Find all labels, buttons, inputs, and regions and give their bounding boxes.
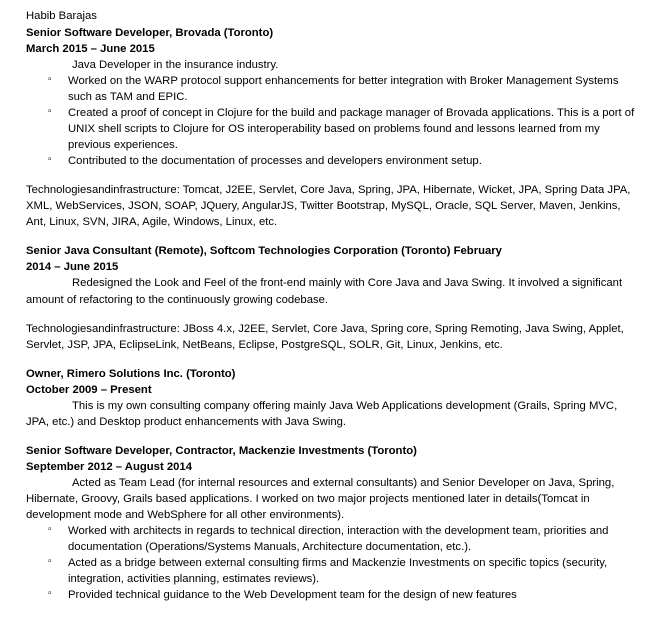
job-intro: Redesigned the Look and Feel of the front-end mainly with Core Java and Java Swing. It involved a significant amount of refactoring to the continuously growing codebase. bbox=[26, 277, 623, 306]
list-item-text: Worked on the WARP protocol support enhancements for better integration with Broker Management Systems such as TAM and EPIC. bbox=[68, 75, 619, 104]
list-item bbox=[26, 587, 636, 603]
list-item bbox=[26, 523, 636, 555]
list-item-text: Contributed to the documentation of processes and developers environment setup. bbox=[68, 155, 482, 168]
list-item-text: Acted as a bridge between external consulting firms and Mackenzie Investments on specific topics (security, integration, activities planning, estimates reviews). bbox=[68, 556, 608, 585]
bullet-icon: ▫ bbox=[48, 588, 52, 599]
spacer bbox=[26, 430, 636, 443]
job-intro: Acted as Team Lead (for internal resources and external consultants) and Senior Developer on Java, Spring, Hibernate, Groovy, Grails based applications. I worked on two major projects mentioned later in details(Tomcat in development mode and WebSphere for all other environments). bbox=[26, 476, 615, 521]
candidate-name: Habib Barajas bbox=[26, 10, 97, 22]
list-item-text: Provided technical guidance to the Web Development team for the design of new features bbox=[68, 589, 517, 601]
list-item bbox=[26, 555, 636, 587]
list-item-text: Created a proof of concept in Clojure for the build and package manager of Brovada applications. This is a port of UNIX shell scripts to Clojure for OS interoperability based on problems found and lessons learned from my previous experiences. bbox=[68, 107, 635, 152]
job-dates-line: September 2012 – August 2014 bbox=[26, 460, 192, 473]
experience-section-brovada bbox=[26, 25, 636, 230]
job-title-line: Owner, Rimero Solutions Inc. (Toronto) bbox=[26, 367, 236, 380]
job-title-line: Senior Software Developer, Brovada (Toronto) bbox=[26, 27, 274, 40]
list-item bbox=[26, 73, 636, 105]
spacer bbox=[26, 308, 636, 321]
job-intro: This is my own consulting company offering mainly Java Web Applications development (Grails, Spring MVC, JPA, etc.) and Desktop product enhancements with Java Swing. bbox=[26, 399, 618, 428]
experience-section-rimero bbox=[26, 366, 636, 430]
technologies-line: Technologiesandinfrastructure: Tomcat, J2EE, Servlet, Core Java, Spring, JPA, Hibernate, Wicket, JPA, Spring Data JPA, XML, WebServices, JSON, SOAP, JQuery, AngularJS, Twitter Bootstrap, MySQL, Oracle, SQL Server, Maven, Jenkins, Ant, Linux, SVN, JIRA, Agile, Windows, Linux, etc. bbox=[26, 184, 631, 229]
spacer bbox=[26, 169, 636, 182]
job-bullets bbox=[26, 73, 636, 169]
job-dates-line: October 2009 – Present bbox=[26, 383, 152, 396]
experience-section-softcom bbox=[26, 243, 636, 352]
bullet-icon: ▫ bbox=[48, 523, 52, 535]
spacer bbox=[26, 353, 636, 366]
job-title-line: Senior Software Developer, Contractor, Mackenzie Investments (Toronto) bbox=[26, 444, 417, 457]
list-item bbox=[26, 105, 636, 153]
job-intro: Java Developer in the insurance industry. bbox=[72, 59, 279, 72]
technologies-line: Technologiesandinfrastructure: JBoss 4.x, J2EE, Servlet, Core Java, Spring core, Spring Remoting, Java Swing, Applet, Servlet, JSP, JPA, EclipseLink, NetBeans, Eclipse, PostgreSQL, SOLR, Git, Linux, Jenkins, etc. bbox=[26, 322, 624, 351]
bullet-icon: ▫ bbox=[48, 106, 52, 118]
list-item bbox=[26, 153, 636, 169]
bullet-icon: ▫ bbox=[48, 74, 52, 86]
job-dates-line: 2014 – June 2015 bbox=[26, 261, 119, 274]
experience-section-mackenzie bbox=[26, 443, 636, 603]
bullet-icon: ▫ bbox=[48, 555, 52, 567]
list-item-text: Worked with architects in regards to technical direction, interaction with the development team, priorities and documentation (Operations/Systems Manuals, Architecture documentation, etc.). bbox=[68, 524, 609, 553]
bullet-icon: ▫ bbox=[48, 154, 52, 166]
job-dates-line: March 2015 – June 2015 bbox=[26, 43, 155, 56]
spacer bbox=[26, 230, 636, 243]
job-bullets bbox=[26, 523, 636, 603]
job-title-line: Senior Java Consultant (Remote), Softcom Technologies Corporation (Toronto) February bbox=[26, 245, 502, 258]
